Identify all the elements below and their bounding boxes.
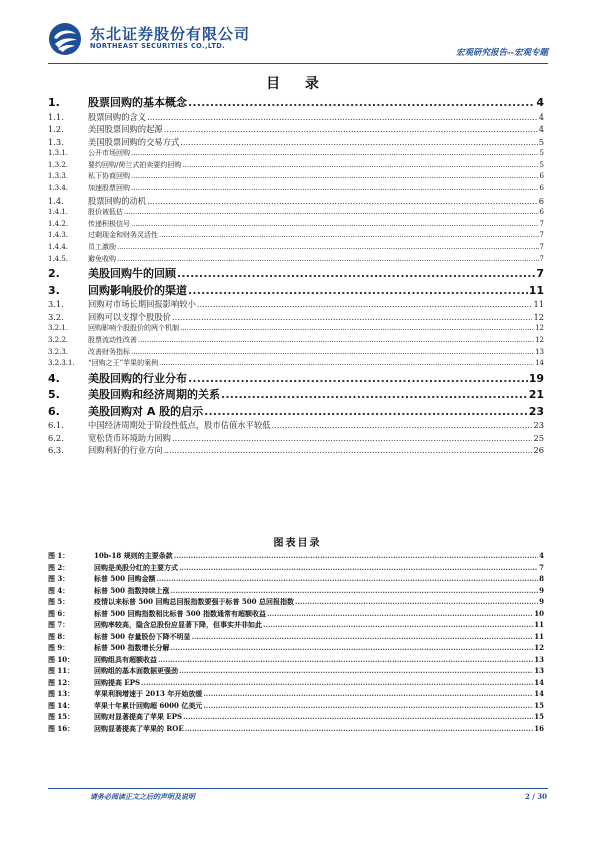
- entry-number: 1.4.: [48, 195, 64, 206]
- entry-number: 1.1.: [48, 111, 64, 122]
- dot-leader: [131, 220, 539, 228]
- toc-entry[interactable]: [48, 219, 544, 231]
- toc-entry[interactable]: [48, 323, 544, 335]
- table-of-contents: [48, 94, 544, 457]
- entry-label: 回购影响个股股价的两个机制: [88, 324, 179, 333]
- dot-leader: [185, 724, 534, 733]
- entry-label: 10b-18 规则的主要条款: [94, 551, 173, 560]
- entry-number: 3.2.3.: [48, 347, 69, 356]
- dot-leader: [124, 208, 539, 216]
- entry-number: 图 5：: [48, 597, 70, 606]
- dot-leader: [174, 551, 538, 560]
- entry-label: 美国股票回购的起源: [88, 124, 163, 135]
- entry-number: 1.4.2.: [48, 219, 69, 228]
- entry-page: 5: [538, 136, 544, 147]
- entry-number: 图 11：: [48, 666, 75, 675]
- entry-label: “回购之王”苹果的案例: [88, 359, 159, 368]
- entry-page: 21: [528, 388, 544, 402]
- toc-entry[interactable]: [48, 171, 544, 183]
- dot-leader: [172, 312, 532, 322]
- toc-entry[interactable]: [48, 311, 544, 324]
- entry-label: 避免收购: [88, 254, 116, 263]
- toc-title: 目 录: [266, 76, 329, 92]
- toc-entry[interactable]: [48, 148, 544, 160]
- footer-divider: [48, 788, 548, 789]
- entry-label: 回购是美股分红的主要方式: [94, 562, 178, 572]
- entry-label: 私下协商回购: [88, 172, 130, 181]
- dot-leader: [179, 563, 538, 572]
- entry-page: 19: [528, 371, 544, 385]
- entry-number: 1.4.4.: [48, 243, 69, 252]
- entry-number: 1.4.3.: [48, 231, 69, 240]
- entry-page: 11: [534, 620, 544, 629]
- figure-entry[interactable]: [48, 609, 544, 621]
- dot-leader: [164, 445, 533, 455]
- entry-page: 16: [534, 723, 544, 733]
- entry-number: 图 13：: [48, 689, 75, 698]
- dot-leader: [177, 267, 535, 280]
- figure-entry[interactable]: [48, 597, 544, 609]
- entry-label: 回购提高 EPS: [94, 677, 141, 687]
- entry-number: 1.3.: [48, 136, 64, 147]
- toc-entry[interactable]: [48, 419, 544, 432]
- entry-label: 标普 500 存量股份下降不明显: [94, 631, 191, 641]
- toc-entry[interactable]: [48, 160, 544, 172]
- entry-label: 美股回购牛的回顾: [88, 267, 176, 281]
- entry-page: 11: [533, 299, 544, 310]
- entry-number: 6.3.: [48, 445, 64, 456]
- entry-number: 1.3.1.: [48, 149, 69, 158]
- entry-label: 回购率较高，隐含总股份应显著下降，但事实并非如此: [94, 620, 262, 629]
- entry-number: 1.4.1.: [48, 208, 69, 217]
- entry-number: 2.: [48, 267, 60, 281]
- dot-leader: [180, 324, 534, 332]
- dot-leader: [131, 184, 539, 192]
- entry-page: 26: [533, 445, 544, 456]
- entry-label: 回购对市场长期回报影响较小: [88, 299, 196, 310]
- entry-page: 4: [539, 551, 544, 560]
- entry-page: 5: [539, 160, 544, 169]
- entry-page: 7: [536, 267, 544, 281]
- entry-page: 23: [533, 420, 544, 431]
- entry-number: 1.4.5.: [48, 254, 69, 263]
- entry-page: 11: [534, 631, 544, 641]
- entry-page: 12: [535, 336, 544, 344]
- entry-page: 25: [533, 432, 544, 443]
- dot-leader: [131, 172, 539, 180]
- toc-entry[interactable]: [48, 183, 544, 195]
- dot-leader: [117, 255, 539, 263]
- entry-page: 8: [539, 574, 544, 583]
- figure-entry[interactable]: [48, 632, 544, 644]
- entry-label: 标普 500 回购指数相比标普 500 指数通常有超额收益: [94, 608, 266, 618]
- entry-page: 15: [534, 712, 544, 721]
- dot-leader: [197, 299, 533, 309]
- entry-number: 图 9：: [48, 643, 70, 652]
- entry-page: 14: [535, 359, 544, 368]
- toc-entry[interactable]: [48, 444, 544, 457]
- northeast-securities-logo-icon: [48, 22, 82, 56]
- entry-number: 3.2.3.1.: [48, 359, 75, 368]
- dot-leader: [158, 655, 533, 664]
- entry-label: 改善财务指标: [88, 347, 130, 356]
- entry-number: 1.3.3.: [48, 172, 69, 181]
- footer-disclaimer: 请务必阅读正文之后的声明及说明: [90, 792, 195, 801]
- toc-entry[interactable]: [48, 347, 544, 359]
- entry-number: 图 10：: [48, 654, 75, 664]
- entry-page: 6: [539, 172, 544, 181]
- dot-leader: [157, 574, 539, 583]
- entry-number: 图 2：: [48, 562, 70, 572]
- dot-leader: [141, 678, 533, 687]
- entry-page: 4: [538, 124, 544, 135]
- figure-entry[interactable]: [48, 666, 544, 678]
- entry-label: 加速股票回购: [88, 184, 130, 193]
- entry-page: 23: [528, 404, 544, 418]
- entry-page: 4: [538, 111, 544, 122]
- entry-label: 疫情以来标普 500 回购总回报指数要强于标普 500 总回报指数: [94, 597, 294, 606]
- entry-page: 6: [538, 195, 544, 206]
- dot-leader: [117, 243, 539, 251]
- entry-label: 美股回购的行业分布: [88, 371, 187, 385]
- dot-leader: [272, 420, 533, 430]
- toc-entry[interactable]: [48, 230, 544, 242]
- figure-entry[interactable]: [48, 551, 544, 563]
- dot-leader: [179, 666, 533, 675]
- entry-label: 苹果十年累计回购超 6000 亿美元: [94, 700, 203, 710]
- entry-page: 14: [534, 677, 544, 687]
- figure-entry[interactable]: [48, 655, 544, 667]
- header-divider: [48, 63, 548, 64]
- entry-number: 图 4：: [48, 585, 70, 595]
- entry-label: 回购对显著提高了苹果 EPS: [94, 712, 183, 721]
- dot-leader: [221, 388, 528, 401]
- toc-entry[interactable]: [48, 207, 544, 219]
- toc-entry[interactable]: [48, 136, 544, 149]
- dot-leader: [159, 231, 539, 239]
- entry-label: 苹果利润增速于 2013 年开始放缓: [94, 689, 203, 698]
- toc-entry[interactable]: [48, 111, 544, 124]
- figure-list: [48, 551, 544, 735]
- entry-page: 12: [533, 311, 544, 322]
- entry-page: 14: [534, 689, 544, 698]
- dot-leader: [131, 348, 534, 356]
- figure-list-title: 图表目录: [273, 538, 322, 549]
- toc-entry[interactable]: [48, 403, 544, 420]
- dot-leader: [164, 124, 538, 134]
- entry-page: 7: [539, 243, 544, 252]
- entry-label: 美股回购和经济周期的关系: [88, 388, 220, 402]
- dot-leader: [204, 405, 528, 418]
- dot-leader: [182, 161, 538, 169]
- entry-label: 股价被低估: [88, 208, 123, 217]
- entry-page: 15: [534, 700, 544, 710]
- entry-number: 1.3.4.: [48, 184, 69, 193]
- entry-number: 1.: [48, 96, 60, 109]
- entry-label: 回购组的基本面数据更强劲: [94, 666, 178, 675]
- dot-leader: [203, 689, 533, 698]
- dot-leader: [159, 359, 534, 367]
- dot-leader: [171, 586, 539, 595]
- entry-label: 过剩现金和财务灵活性: [88, 231, 158, 240]
- entry-number: 1.2.: [48, 124, 64, 135]
- entry-label: 回购可以支撑个股股价: [88, 311, 171, 322]
- dot-leader: [180, 137, 537, 147]
- figure-entry[interactable]: [48, 724, 544, 736]
- entry-number: 图 1：: [48, 551, 70, 560]
- figure-entry[interactable]: [48, 620, 544, 632]
- entry-label: 美股回购对 A 股的启示: [88, 404, 204, 418]
- entry-label: 股票流动性改善: [88, 336, 137, 344]
- entry-label: 传递积极信号: [88, 219, 130, 228]
- figure-entry[interactable]: [48, 574, 544, 586]
- entry-label: 员工激励: [88, 243, 116, 252]
- dot-leader: [188, 96, 535, 109]
- entry-number: 6.2.: [48, 432, 64, 443]
- entry-label: 回购利好的行业方向: [88, 445, 163, 456]
- entry-page: 6: [539, 184, 544, 193]
- entry-number: 3.2.: [48, 311, 64, 322]
- figure-entry[interactable]: [48, 563, 544, 575]
- figure-entry[interactable]: [48, 712, 544, 724]
- figure-entry[interactable]: [48, 701, 544, 713]
- entry-number: 6.: [48, 404, 60, 418]
- entry-number: 3.1.: [48, 299, 64, 310]
- entry-label: 股票回购的动机: [88, 195, 147, 206]
- dot-leader: [203, 701, 533, 710]
- entry-number: 3.: [48, 283, 60, 297]
- entry-page: 6: [539, 208, 544, 217]
- entry-number: 图 8：: [48, 631, 70, 641]
- entry-label: 回购显著提高了苹果的 ROE: [94, 723, 184, 733]
- entry-page: 9: [539, 597, 544, 606]
- dot-leader: [188, 284, 528, 297]
- dot-leader: [188, 372, 528, 385]
- company-name-en: NORTHEAST SECURITIES CO.,LTD.: [90, 42, 226, 50]
- entry-page: 7: [539, 562, 544, 572]
- entry-label: 股票回购的含义: [88, 111, 147, 122]
- entry-number: 图 16：: [48, 723, 75, 733]
- entry-number: 图 12：: [48, 677, 75, 687]
- toc-entry[interactable]: [48, 94, 544, 111]
- entry-page: 4: [536, 96, 544, 109]
- entry-number: 5.: [48, 388, 60, 402]
- page-header: [48, 22, 548, 64]
- toc-entry[interactable]: [48, 123, 544, 136]
- entry-number: 图 7：: [48, 620, 70, 629]
- dot-leader: [138, 336, 534, 344]
- toc-entry[interactable]: [48, 254, 544, 266]
- entry-page: 10: [534, 608, 544, 618]
- toc-entry[interactable]: [48, 432, 544, 445]
- entry-number: 3.2.1.: [48, 324, 69, 333]
- dot-leader: [171, 643, 534, 652]
- company-name-cn: 东北证券股份有限公司: [90, 25, 251, 43]
- toc-entry[interactable]: [48, 195, 544, 208]
- toc-entry[interactable]: [48, 298, 544, 311]
- entry-label: 标普 500 指数持续上涨: [94, 585, 170, 595]
- entry-label: 公开市场回购: [88, 149, 130, 158]
- entry-number: 4.: [48, 371, 60, 385]
- dot-leader: [192, 632, 534, 641]
- entry-page: 11: [528, 283, 544, 297]
- dot-leader: [295, 597, 538, 606]
- entry-label: 宽松货币环境助力回购: [88, 432, 171, 443]
- entry-page: 9: [539, 585, 544, 595]
- entry-page: 13: [534, 666, 544, 675]
- entry-number: 图 6：: [48, 608, 70, 618]
- toc-entry[interactable]: [48, 282, 544, 299]
- entry-label: 要约回购/荷兰式拍卖要约回购: [88, 160, 182, 169]
- toc-entry[interactable]: [48, 265, 544, 282]
- entry-label: 股票回购的基本概念: [88, 96, 187, 109]
- entry-label: 标普 500 回购金额: [94, 574, 156, 583]
- entry-number: 图 15：: [48, 712, 75, 721]
- dot-leader: [147, 112, 538, 122]
- dot-leader: [172, 433, 532, 443]
- dot-leader: [131, 149, 539, 157]
- entry-number: 图 14：: [48, 700, 75, 710]
- entry-number: 6.1.: [48, 420, 64, 431]
- entry-label: 中国经济周期处于阶段性低点，股市估值水平较低: [88, 420, 271, 431]
- figure-entry[interactable]: [48, 678, 544, 690]
- dot-leader: [267, 609, 533, 618]
- toc-entry[interactable]: [48, 358, 544, 370]
- entry-page: 7: [539, 254, 544, 263]
- entry-page: 13: [534, 654, 544, 664]
- entry-page: 13: [535, 347, 544, 356]
- entry-page: 12: [535, 324, 544, 333]
- toc-entry[interactable]: [48, 242, 544, 254]
- entry-page: 12: [534, 643, 544, 652]
- entry-label: 回购影响股价的渠道: [88, 283, 187, 297]
- report-type: 宏观研究报告--宏观专题: [455, 48, 548, 58]
- dot-leader: [263, 620, 533, 629]
- toc-entry[interactable]: [48, 335, 544, 347]
- entry-label: 回购组具有超额收益: [94, 654, 157, 664]
- figure-entry[interactable]: [48, 689, 544, 701]
- entry-page: 7: [539, 219, 544, 228]
- entry-label: 标普 500 指数增长分解: [94, 643, 170, 652]
- figure-entry[interactable]: [48, 643, 544, 655]
- entry-number: 图 3：: [48, 574, 70, 583]
- toc-entry[interactable]: [48, 370, 544, 387]
- dot-leader: [147, 196, 538, 206]
- toc-entry[interactable]: [48, 386, 544, 403]
- entry-number: 1.3.2.: [48, 160, 69, 169]
- dot-leader: [183, 712, 533, 721]
- entry-page: 5: [539, 149, 544, 158]
- page-number: 2 / 30: [524, 792, 547, 801]
- figure-entry[interactable]: [48, 586, 544, 598]
- entry-number: 3.2.2.: [48, 336, 69, 344]
- entry-label: 美国股票回购的交易方式: [88, 136, 180, 147]
- entry-page: 7: [539, 231, 544, 240]
